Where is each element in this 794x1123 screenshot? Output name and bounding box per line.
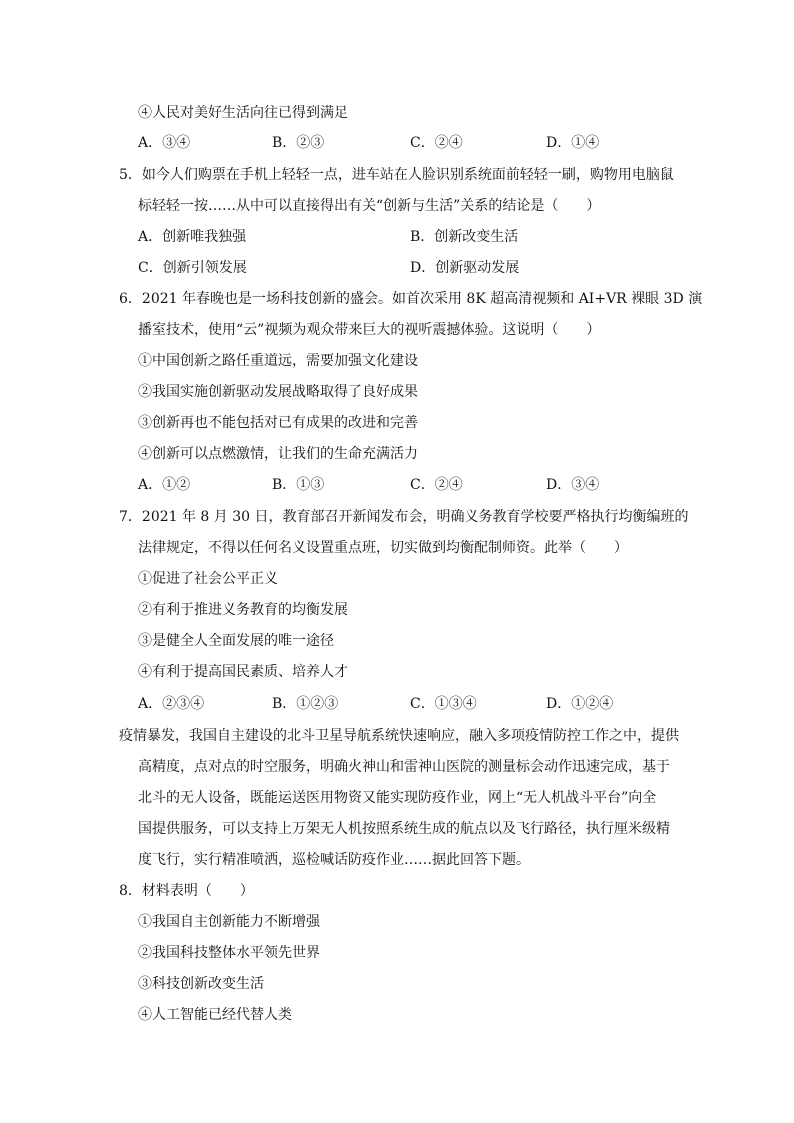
q7-statement-1: ①促进了社会公平正义 (138, 571, 278, 587)
q4-option-c[interactable]: C．②④ (410, 135, 463, 151)
q7-option-b[interactable]: B．①②③ (272, 696, 339, 712)
q5-stem-line1: 5．如今人们购票在手机上轻轻一点，进车站在人脸识别系统面前轻轻一刷，购物用电脑鼠 (119, 167, 674, 183)
material-line-3: 北斗的无人设备，既能运送医用物资又能实现防疫作业，网上“无人机战斗平台”向全 (138, 790, 657, 806)
q7-statement-2: ②有利于推进义务教育的均衡发展 (138, 602, 348, 618)
q4-option-d[interactable]: D．①④ (546, 135, 600, 151)
q6-statement-1: ①中国创新之路任重道远，需要加强文化建设 (138, 353, 418, 369)
q8-stem: 8．材料表明（ ） (119, 883, 254, 899)
q4-option-b[interactable]: B．②③ (272, 135, 325, 151)
q6-statement-3: ③创新再也不能包括对已有成果的改进和完善 (138, 415, 418, 431)
q6-option-a[interactable]: A．①② (138, 477, 191, 493)
material-line-5: 度飞行，实行精准喷洒，巡检喊话防疫作业……据此回答下题。 (138, 852, 530, 868)
material-line-2: 高精度，点对点的时空服务，明确火神山和雷神山医院的测量标会动作迅速完成，基于 (138, 759, 670, 775)
q7-statement-3: ③是健全人全面发展的唯一途径 (138, 633, 334, 649)
q6-stem-line2: 播室技术，使用“云”视频为观众带来巨大的视听震撼体验。这说明（ ） (138, 322, 601, 338)
q7-stem-line1: 7．2021 年 8 月 30 日，教育部召开新闻发布会，明确义务教育学校要严格执行均衡编班的 (119, 509, 689, 525)
q8-statement-1: ①我国自主创新能力不断增强 (138, 914, 320, 930)
q6-option-c[interactable]: C．②④ (410, 477, 463, 493)
q5-option-a[interactable]: A．创新唯我独强 (138, 229, 247, 245)
q5-stem-line2: 标轻轻一按……从中可以直接得出有关“创新与生活”关系的结论是（ ） (138, 198, 601, 214)
q7-option-a[interactable]: A．②③④ (138, 696, 205, 712)
q5-option-b[interactable]: B．创新改变生活 (410, 229, 519, 245)
material-line-1: 疫情暴发，我国自主建设的北斗卫星导航系统快速响应，融入多项疫情防控工作之中，提供 (119, 728, 679, 744)
q6-option-b[interactable]: B．①③ (272, 477, 325, 493)
q8-statement-4: ④人工智能已经代替人类 (138, 1007, 292, 1023)
q7-option-d[interactable]: D．①②④ (546, 696, 614, 712)
q5-option-c[interactable]: C．创新引领发展 (138, 260, 247, 276)
q4-option-a[interactable]: A．③④ (138, 135, 191, 151)
q7-statement-4: ④有利于提高国民素质、培养人才 (138, 664, 348, 680)
q8-statement-3: ③科技创新改变生活 (138, 976, 264, 992)
material-line-4: 国提供服务，可以支持上万架无人机按照系统生成的航点以及飞行路径，执行厘米级精 (138, 821, 670, 837)
q5-option-d[interactable]: D．创新驱动发展 (410, 260, 520, 276)
q8-statement-2: ②我国科技整体水平领先世界 (138, 945, 320, 961)
q6-statement-2: ②我国实施创新驱动发展战略取得了良好成果 (138, 384, 418, 400)
q6-option-d[interactable]: D．③④ (546, 477, 600, 493)
q6-statement-4: ④创新可以点燃激情，让我们的生命充满活力 (138, 446, 418, 462)
q4-statement-4: ④人民对美好生活向往已得到满足 (138, 105, 348, 121)
q7-stem-line2: 法律规定，不得以任何名义设置重点班，切实做到均衡配制师资。此举（ ） (138, 540, 628, 556)
q7-option-c[interactable]: C．①③④ (410, 696, 477, 712)
q6-stem-line1: 6．2021 年春晚也是一场科技创新的盛会。如首次采用 8K 超高清视频和 AI+VR 裸眼 3D 演 (119, 291, 703, 307)
